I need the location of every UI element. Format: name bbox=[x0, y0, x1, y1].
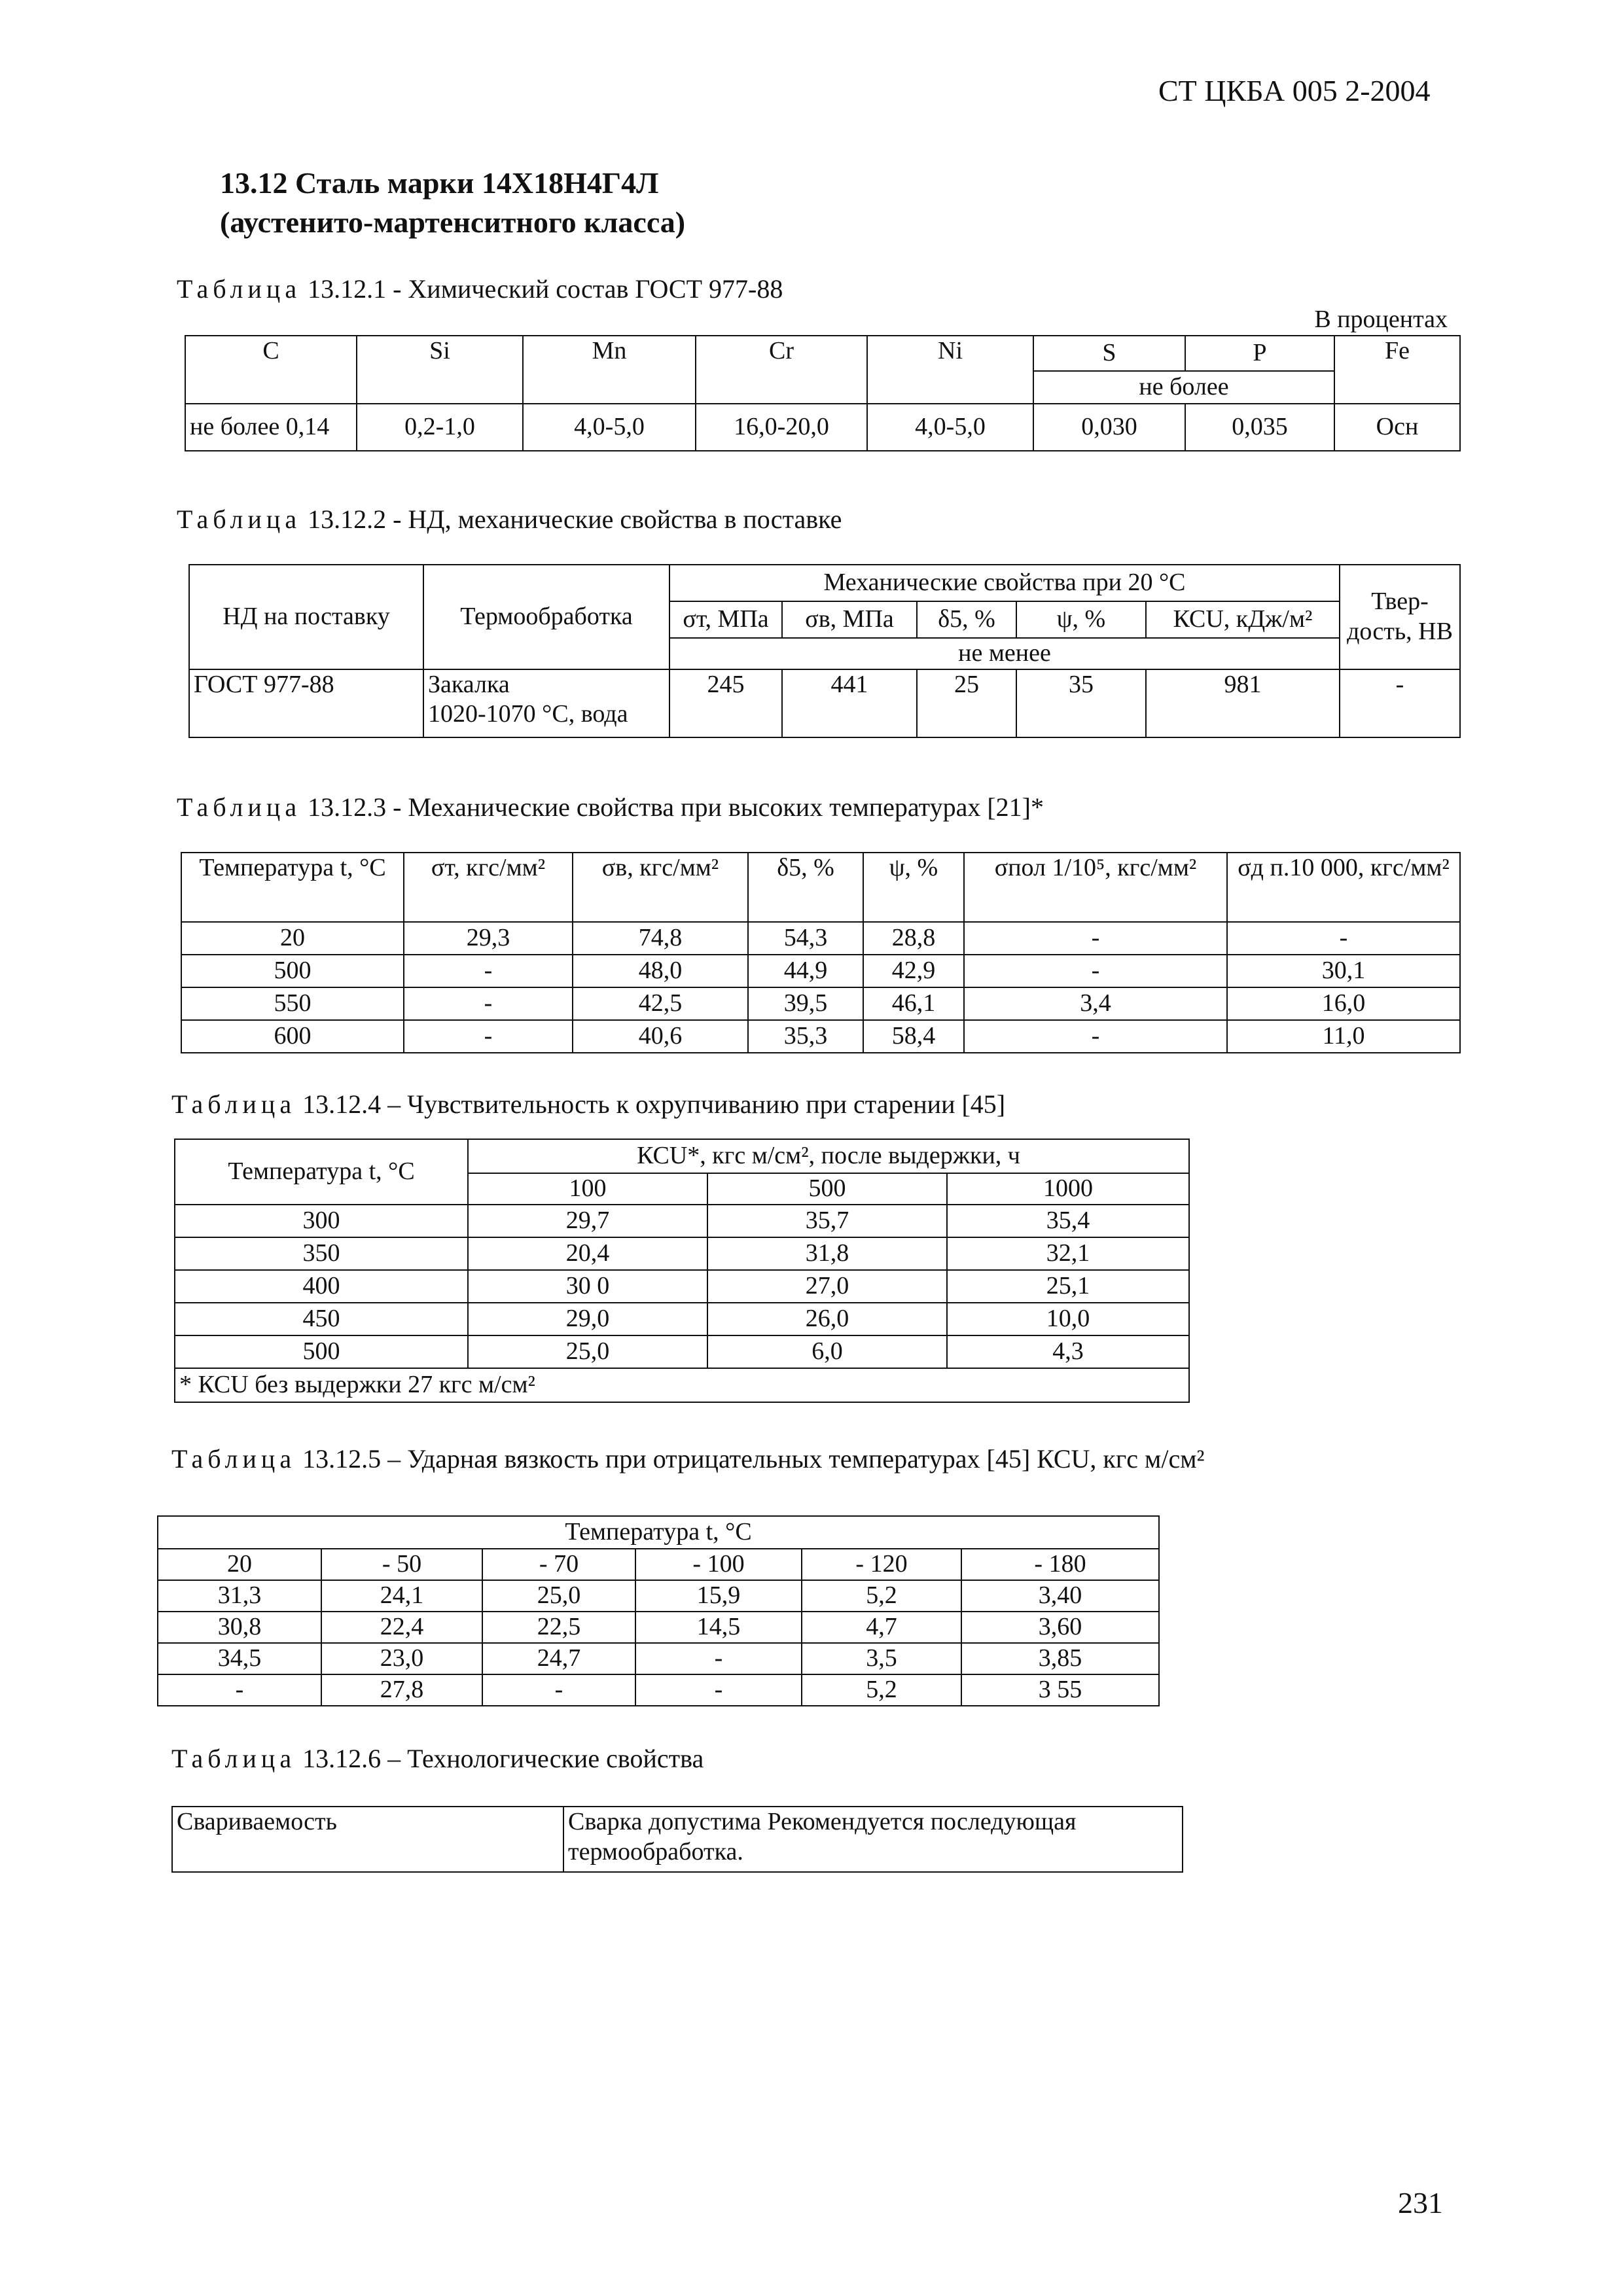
t1-header-cr: Cr bbox=[696, 336, 867, 404]
t2-cell-hardness: - bbox=[1340, 669, 1460, 737]
t2-cell: 441 bbox=[782, 669, 917, 737]
t4-header-kcu: КСU*, кгс м/см², после выдержки, ч bbox=[468, 1139, 1189, 1173]
table2-delivery-properties bbox=[188, 564, 1461, 738]
t3-cell: 11,0 bbox=[1227, 1020, 1460, 1053]
t1-header-fe: Fe bbox=[1334, 336, 1460, 404]
t3-cell: 42,5 bbox=[573, 987, 748, 1020]
t4-cell: 29,7 bbox=[468, 1205, 707, 1237]
page-number: 231 bbox=[1398, 2186, 1443, 2219]
table2-caption bbox=[177, 504, 842, 535]
t5-cell: 3,5 bbox=[802, 1643, 961, 1674]
t5-cell: - bbox=[482, 1674, 635, 1706]
t1-cell: 0,2-1,0 bbox=[357, 404, 523, 451]
t4-header-temperature: Температура t, °С bbox=[175, 1139, 468, 1205]
t4-cell: 350 bbox=[175, 1237, 468, 1270]
section-title-line1: 13.12 Сталь марки 14Х18Н4Г4Л bbox=[220, 166, 659, 200]
t4-header-time: 1000 bbox=[947, 1173, 1189, 1205]
t5-cell: 5,2 bbox=[802, 1674, 961, 1706]
t1-cell: 16,0-20,0 bbox=[696, 404, 867, 451]
t1-subheader-max: не более bbox=[1033, 371, 1334, 404]
table1-chemical-composition bbox=[185, 335, 1461, 451]
t1-header-si: Si bbox=[357, 336, 523, 404]
table1-label: Таблица bbox=[177, 274, 302, 304]
t3-header-creep: σпол 1/10⁵, кгс/мм² bbox=[964, 853, 1227, 922]
t2-subheader-tensile: σв, МПа bbox=[782, 601, 917, 638]
t3-header-tensile: σв, кгс/мм² bbox=[573, 853, 748, 922]
t3-cell: - bbox=[404, 955, 573, 987]
t3-cell: - bbox=[964, 922, 1227, 955]
t3-header-yield: σт, кгс/мм² bbox=[404, 853, 573, 922]
t3-cell: 600 bbox=[181, 1020, 404, 1053]
t5-cell: 22,5 bbox=[482, 1612, 635, 1643]
t4-cell: 29,0 bbox=[468, 1303, 707, 1335]
t3-cell: 16,0 bbox=[1227, 987, 1460, 1020]
t3-cell: - bbox=[964, 1020, 1227, 1053]
t3-cell: 58,4 bbox=[863, 1020, 964, 1053]
t1-cell: 4,0-5,0 bbox=[523, 404, 696, 451]
t3-cell: 48,0 bbox=[573, 955, 748, 987]
t1-cell: 0,030 bbox=[1033, 404, 1185, 451]
t5-cell: 3 55 bbox=[961, 1674, 1159, 1706]
t3-header-reduction: ψ, % bbox=[863, 853, 964, 922]
t3-cell: - bbox=[1227, 922, 1460, 955]
t5-cell: 23,0 bbox=[321, 1643, 482, 1674]
t3-cell: 29,3 bbox=[404, 922, 573, 955]
t5-cell: 34,5 bbox=[158, 1643, 321, 1674]
t5-cell: 27,8 bbox=[321, 1674, 482, 1706]
t2-cell-heat bbox=[423, 669, 669, 737]
t5-cell: - bbox=[158, 1674, 321, 1706]
t4-cell: 10,0 bbox=[947, 1303, 1189, 1335]
table3-caption bbox=[177, 792, 1044, 822]
t5-cell: 3,60 bbox=[961, 1612, 1159, 1643]
t4-cell: 32,1 bbox=[947, 1237, 1189, 1270]
t1-cell: 0,035 bbox=[1185, 404, 1334, 451]
table6-technological-properties bbox=[171, 1806, 1183, 1873]
t4-header-time: 500 bbox=[707, 1173, 947, 1205]
t4-cell: 20,4 bbox=[468, 1237, 707, 1270]
t5-cell: 15,9 bbox=[635, 1580, 802, 1612]
t5-header-temp-value: 20 bbox=[158, 1549, 321, 1580]
t3-cell: 42,9 bbox=[863, 955, 964, 987]
t1-header-ni: Ni bbox=[867, 336, 1033, 404]
table3-caption-text: 13.12.3 - Механические свойства при высоких температурах [21]* bbox=[308, 792, 1044, 822]
table6-caption-text: 13.12.6 – Технологические свойства bbox=[302, 1744, 704, 1773]
t4-cell: 25,1 bbox=[947, 1270, 1189, 1303]
t4-header-time: 100 bbox=[468, 1173, 707, 1205]
table4-label: Таблица bbox=[171, 1089, 296, 1119]
t3-cell: 30,1 bbox=[1227, 955, 1460, 987]
t3-cell: 550 bbox=[181, 987, 404, 1020]
t2-subheader-kcu: КСU, кДж/м² bbox=[1146, 601, 1340, 638]
table1-caption bbox=[177, 274, 783, 304]
t2-subheader-elongation: δ5, % bbox=[917, 601, 1016, 638]
t2-header-nd: НД на поставку bbox=[189, 565, 423, 669]
t2-subheader-reduction: ψ, % bbox=[1016, 601, 1146, 638]
t5-cell: 3,85 bbox=[961, 1643, 1159, 1674]
t4-cell: 35,4 bbox=[947, 1205, 1189, 1237]
t5-cell: 5,2 bbox=[802, 1580, 961, 1612]
table6-label: Таблица bbox=[171, 1744, 296, 1773]
t1-header-mn: Mn bbox=[523, 336, 696, 404]
t2-header-hardness: Твер-дость, НВ bbox=[1340, 565, 1460, 669]
t2-cell-nd: ГОСТ 977-88 bbox=[189, 669, 423, 737]
t4-cell: 450 bbox=[175, 1303, 468, 1335]
document-code: СТ ЦКБА 005 2-2004 bbox=[1158, 74, 1431, 107]
t2-subheader-min: не менее bbox=[669, 638, 1340, 669]
table6-caption bbox=[171, 1743, 704, 1774]
t2-cell: 35 bbox=[1016, 669, 1146, 737]
section-title bbox=[220, 164, 685, 242]
t5-cell: 22,4 bbox=[321, 1612, 482, 1643]
table1-caption-text: 13.12.1 - Химический состав ГОСТ 977-88 bbox=[308, 274, 783, 304]
t4-cell: 27,0 bbox=[707, 1270, 947, 1303]
t2-cell: 981 bbox=[1146, 669, 1340, 737]
t5-header-temp-value: - 50 bbox=[321, 1549, 482, 1580]
table5-caption bbox=[171, 1443, 1205, 1474]
t4-cell: 35,7 bbox=[707, 1205, 947, 1237]
t4-cell: 400 bbox=[175, 1270, 468, 1303]
t4-cell: 30 0 bbox=[468, 1270, 707, 1303]
t3-cell: 28,8 bbox=[863, 922, 964, 955]
table3-label: Таблица bbox=[177, 792, 302, 822]
table3-high-temperature bbox=[181, 852, 1461, 1053]
t3-header-rupture: σд п.10 000, кгс/мм² bbox=[1227, 853, 1460, 922]
t3-cell: 44,9 bbox=[748, 955, 863, 987]
t2-header-mechanical: Механические свойства при 20 °С bbox=[669, 565, 1340, 601]
t2-cell-heat-line2: 1020-1070 °С, вода bbox=[428, 700, 628, 728]
t3-cell: - bbox=[404, 987, 573, 1020]
t3-cell: - bbox=[404, 1020, 573, 1053]
t4-cell: 500 bbox=[175, 1335, 468, 1368]
table5-caption-text: 13.12.5 – Ударная вязкость при отрицательных температурах [45] КСU, кгс м/см² bbox=[302, 1444, 1205, 1474]
t5-cell: - bbox=[635, 1643, 802, 1674]
table4-aging-embrittlement bbox=[174, 1139, 1190, 1403]
t5-cell: 30,8 bbox=[158, 1612, 321, 1643]
t2-cell: 245 bbox=[669, 669, 782, 737]
t5-cell: 25,0 bbox=[482, 1580, 635, 1612]
t2-cell: 25 bbox=[917, 669, 1016, 737]
table5-impact-toughness bbox=[157, 1515, 1160, 1706]
section-title-line2: (аустенито-мартенситного класса) bbox=[220, 205, 686, 239]
t5-cell: 14,5 bbox=[635, 1612, 802, 1643]
t5-header-temp-value: - 120 bbox=[802, 1549, 961, 1580]
t2-cell-heat-line1: Закалка bbox=[428, 670, 510, 698]
t3-cell: 46,1 bbox=[863, 987, 964, 1020]
t5-cell: 3,40 bbox=[961, 1580, 1159, 1612]
t3-cell: 39,5 bbox=[748, 987, 863, 1020]
t1-header-c: C bbox=[185, 336, 357, 404]
t1-header-p: P bbox=[1185, 336, 1334, 371]
t1-cell: 4,0-5,0 bbox=[867, 404, 1033, 451]
t5-cell: 24,1 bbox=[321, 1580, 482, 1612]
table4-caption-text: 13.12.4 – Чувствительность к охрупчиванию при старении [45] bbox=[302, 1089, 1006, 1119]
t3-cell: 40,6 bbox=[573, 1020, 748, 1053]
t1-cell: Осн bbox=[1334, 404, 1460, 451]
t1-cell: не более 0,14 bbox=[185, 404, 357, 451]
t1-header-s: S bbox=[1033, 336, 1185, 371]
table4-caption bbox=[171, 1089, 1005, 1120]
t4-cell: 25,0 bbox=[468, 1335, 707, 1368]
t6-property: Свариваемость bbox=[172, 1807, 563, 1872]
t5-cell: 24,7 bbox=[482, 1643, 635, 1674]
t5-cell: - bbox=[635, 1674, 802, 1706]
t4-cell: 300 bbox=[175, 1205, 468, 1237]
t5-cell: 31,3 bbox=[158, 1580, 321, 1612]
t3-cell: - bbox=[964, 955, 1227, 987]
t3-header-elongation: δ5, % bbox=[748, 853, 863, 922]
table2-caption-text: 13.12.2 - НД, механические свойства в поставке bbox=[308, 504, 842, 534]
t3-cell: 74,8 bbox=[573, 922, 748, 955]
t6-value: Сварка допустима Рекомендуется последующая термообработка. bbox=[563, 1807, 1183, 1872]
t3-cell: 3,4 bbox=[964, 987, 1227, 1020]
t4-footnote: * КСU без выдержки 27 кгс м/см² bbox=[175, 1368, 1189, 1402]
t3-cell: 54,3 bbox=[748, 922, 863, 955]
t4-cell: 31,8 bbox=[707, 1237, 947, 1270]
t4-cell: 26,0 bbox=[707, 1303, 947, 1335]
t5-cell: 4,7 bbox=[802, 1612, 961, 1643]
t4-cell: 6,0 bbox=[707, 1335, 947, 1368]
t5-header-temp-value: - 100 bbox=[635, 1549, 802, 1580]
t5-header-temperature: Температура t, °С bbox=[158, 1516, 1159, 1549]
table2-label: Таблица bbox=[177, 504, 302, 534]
table1-unit-note: В процентах bbox=[1314, 306, 1448, 333]
table5-label: Таблица bbox=[171, 1444, 296, 1474]
t2-subheader-yield: σт, МПа bbox=[669, 601, 782, 638]
t4-cell: 4,3 bbox=[947, 1335, 1189, 1368]
t3-cell: 500 bbox=[181, 955, 404, 987]
t3-cell: 35,3 bbox=[748, 1020, 863, 1053]
t3-cell: 20 bbox=[181, 922, 404, 955]
t3-header-temperature: Температура t, °С bbox=[181, 853, 404, 922]
t5-header-temp-value: - 180 bbox=[961, 1549, 1159, 1580]
t5-header-temp-value: - 70 bbox=[482, 1549, 635, 1580]
t2-header-heat-treatment: Термообработка bbox=[423, 565, 669, 669]
